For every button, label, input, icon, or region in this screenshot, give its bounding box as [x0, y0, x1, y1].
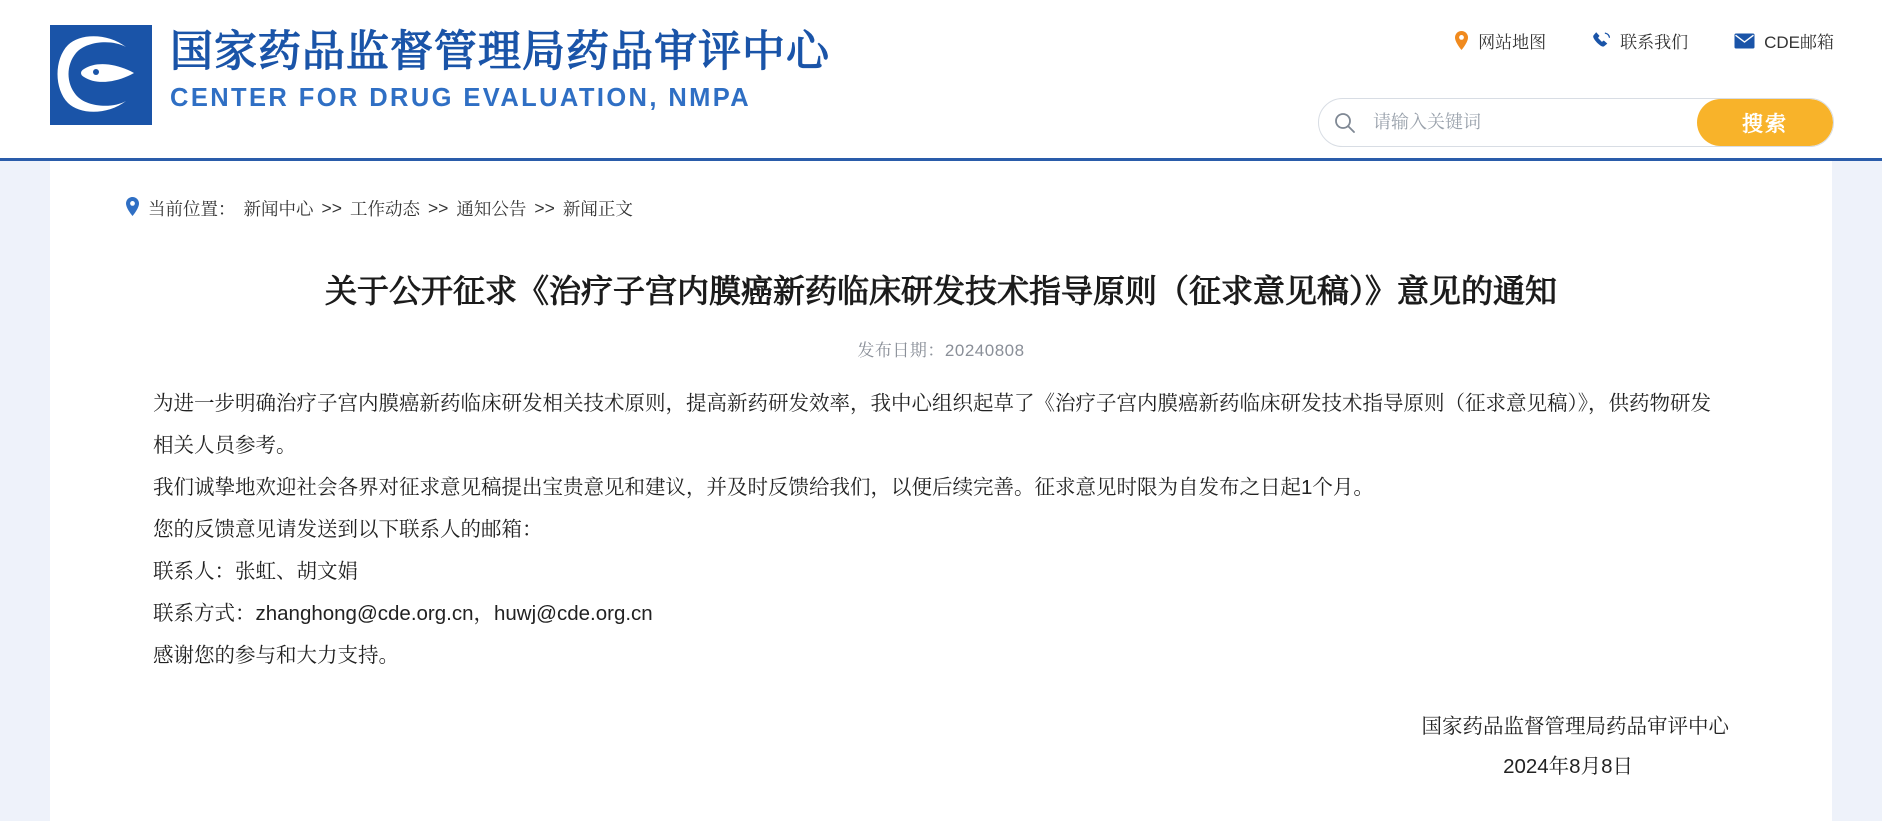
page-title: 关于公开征求《治疗子宫内膜癌新药临床研发技术指导原则（征求意见稿）》意见的通知 [324, 273, 1557, 309]
sitemap-link-label: 网站地图 [1478, 33, 1547, 52]
envelope-icon [1734, 33, 1755, 49]
article-paragraph: 您的反馈意见请发送到以下联系人的邮箱： [153, 517, 543, 541]
breadcrumb-separator: >> [321, 198, 342, 218]
article-card [50, 161, 1832, 821]
signature-organization: 国家药品监督管理局药品审评中心 [1421, 714, 1729, 738]
publish-date [50, 336, 1832, 361]
article-contact-email: 联系方式：zhanghong@cde.org.cn，huwj@cde.org.cn [153, 601, 653, 625]
contact-us-link[interactable] [1592, 28, 1688, 53]
brand-title-en: CENTER FOR DRUG EVALUATION, NMPA [170, 83, 752, 112]
publish-date-value: 20240808 [944, 340, 1025, 360]
article-body [153, 383, 1729, 677]
site-brand[interactable] [50, 25, 830, 125]
cde-mail-link-label: CDE邮箱 [1764, 33, 1834, 52]
brand-title-cn: 国家药品监督管理局药品审评中心 [170, 28, 830, 76]
brand-text-block [170, 25, 830, 113]
page-background [0, 161, 1882, 821]
breadcrumb-prefix: 当前位置： [148, 199, 236, 219]
cde-mail-link[interactable] [1734, 28, 1834, 53]
search-bar[interactable] [1318, 98, 1834, 147]
phone-icon [1592, 31, 1611, 50]
article-contact-person: 联系人：张虹、胡文娟 [153, 559, 358, 583]
breadcrumb-separator: >> [427, 198, 449, 218]
location-pin-icon [1454, 31, 1469, 50]
breadcrumb-item-work-updates[interactable]: 工作动态 [349, 199, 420, 219]
breadcrumb [50, 161, 1832, 221]
location-pin-icon [125, 197, 140, 221]
article-paragraph: 感谢您的参与和大力支持。 [153, 643, 399, 667]
site-header [0, 0, 1882, 161]
cde-fish-logo-icon [50, 25, 152, 125]
search-icon [1319, 99, 1371, 146]
header-utility-links [1454, 28, 1834, 53]
publish-date-label: 发布日期： [857, 340, 945, 360]
search-input[interactable] [1371, 100, 1697, 145]
breadcrumb-item-article[interactable]: 新闻正文 [562, 199, 633, 219]
article-paragraph: 为进一步明确治疗子宫内膜癌新药临床研发相关技术原则，提高新药研发效率，我中心组织起草了《治疗子宫内膜癌新药临床研发技术指导原则（征求意见稿）》，供药物研发相关人员参考。 [153, 391, 1711, 457]
breadcrumb-item-notices[interactable]: 通知公告 [456, 199, 527, 219]
breadcrumb-item-news-center[interactable]: 新闻中心 [243, 199, 314, 219]
breadcrumb-separator: >> [534, 198, 555, 218]
article-signature [153, 707, 1729, 787]
signature-date: 2024年8月8日 [1503, 754, 1633, 778]
sitemap-link[interactable] [1454, 28, 1546, 53]
contact-us-link-label: 联系我们 [1620, 33, 1689, 52]
search-button[interactable]: 搜索 [1697, 99, 1833, 146]
article-paragraph: 我们诚挚地欢迎社会各界对征求意见稿提出宝贵意见和建议，并及时反馈给我们，以便后续完善。征求意见时限为自发布之日起1个月。 [153, 475, 1374, 499]
